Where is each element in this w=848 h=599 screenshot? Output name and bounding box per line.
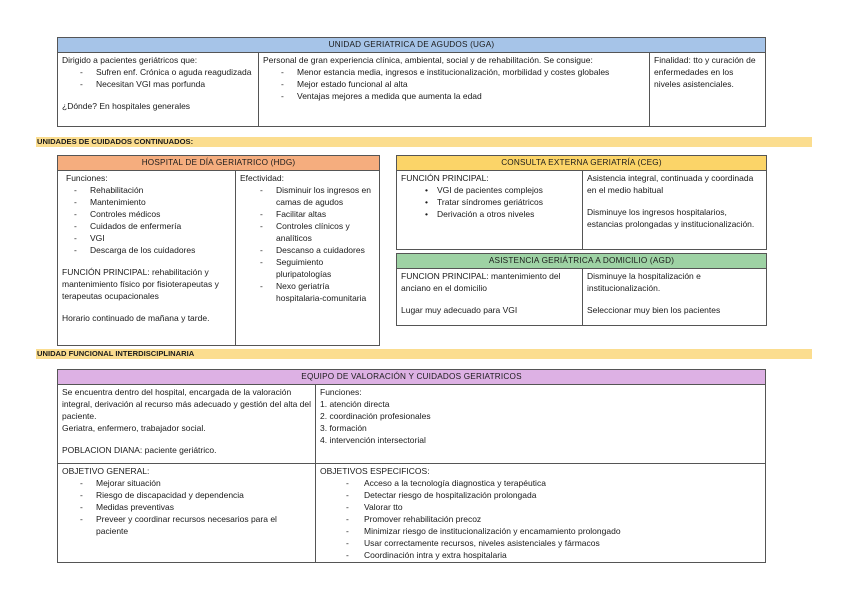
agd-left-2: Lugar muy adecuado para VGI — [401, 304, 518, 315]
ceg-right-2: Disminuye los ingresos hospitalarios, estancias prolongadas y institucionalización. — [587, 206, 755, 229]
ceg-title: CONSULTA EXTERNA GERIATRÍA (CEG) — [397, 156, 767, 171]
list-item: - Medidas preventivas — [62, 501, 311, 513]
list-item: - Descanso a cuidadores — [248, 244, 375, 256]
uga-table — [57, 37, 765, 127]
list-item: - Menor estancia media, ingresos e institucionalización, morbilidad y costes globales — [263, 66, 645, 78]
agd-benefits — [583, 268, 767, 325]
ceg-benefits — [583, 170, 767, 249]
evcg-table — [57, 369, 765, 563]
evcg-funciones-label: Funciones: — [320, 386, 362, 397]
uga-finalidad: Finalidad: tto y curación de enfermedades en los niveles asistenciales. — [650, 52, 766, 126]
list-item: • Tratar síndromes geriátricos — [401, 196, 578, 208]
list-item: - Valorar tto — [320, 501, 761, 513]
list-item: - Mantenimiento — [62, 196, 231, 208]
list-item: • VGI de pacientes complejos — [401, 184, 578, 196]
uga-intro: Dirigido a pacientes geriátricos que: — [62, 54, 198, 65]
list-item: - Mejorar situación — [62, 477, 311, 489]
agd-right-1: Disminuye la hospitalización e institucionalización. — [587, 270, 701, 293]
list-item: - Descarga de los cuidadores — [62, 244, 231, 256]
list-item: - Usar correctamente recursos, niveles asistenciales y fármacos — [320, 537, 761, 549]
uga-target-patients — [58, 52, 259, 126]
hdg-table — [57, 155, 379, 346]
evcg-title: EQUIPO DE VALORACIÓN Y CUIDADOS GERIATRICOS — [58, 370, 766, 385]
list-item: - Facilitar altas — [248, 208, 375, 220]
ceg-function — [397, 170, 583, 249]
list-item: - Cuidados de enfermería — [62, 220, 231, 232]
list-item: 4. intervención intersectorial — [320, 434, 426, 445]
evcg-team: Geriatra, enfermero, trabajador social. — [62, 422, 206, 433]
evcg-obj-especificos-label: OBJETIVOS ESPECIFICOS: — [320, 465, 430, 476]
section-heading-continuados: UNIDADES DE CUIDADOS CONTINUADOS: — [36, 137, 812, 147]
list-item: 3. formación — [320, 422, 367, 433]
list-item: - Seguimiento pluripatologías — [248, 256, 375, 280]
list-item: - VGI — [62, 232, 231, 244]
list-item: - Promover rehabilitación precoz — [320, 513, 761, 525]
agd-left-1: FUNCION PRINCIPAL: mantenimiento del anciano en el domicilio — [401, 270, 561, 293]
list-item: - Preveer y coordinar recursos necesarios para el paciente — [62, 513, 311, 537]
evcg-poblacion: POBLACION DIANA: paciente geriátrico. — [62, 444, 217, 455]
uga-where: ¿Dónde? En hospitales generales — [62, 100, 191, 111]
list-item: - Riesgo de discapacidad y dependencia — [62, 489, 311, 501]
list-item: - Detectar riesgo de hospitalización prolongada — [320, 489, 761, 501]
agd-title: ASISTENCIA GERIÁTRICA A DOMICILIO (AGD) — [397, 254, 767, 269]
list-item: - Sufren enf. Crónica o aguda reagudizada — [62, 66, 254, 78]
agd-function — [397, 268, 583, 325]
ceg-table — [396, 155, 766, 250]
evcg-obj-general-label: OBJETIVO GENERAL: — [62, 465, 150, 476]
evcg-functions — [316, 384, 766, 463]
list-item: - Coordinación intra y extra hospitalaria — [320, 549, 761, 561]
section-heading-interdisciplinaria: UNIDAD FUNCIONAL INTERDISCIPLINARIA — [36, 349, 812, 359]
hdg-funcion-principal: FUNCIÓN PRINCIPAL: rehabilitación y mantenimiento físico por fisioterapeutas y terapeutas ocupacionales — [62, 267, 219, 302]
list-item: 1. atención directa — [320, 398, 390, 409]
list-item: - Acceso a la tecnología diagnostica y terapéutica — [320, 477, 761, 489]
list-item: - Nexo geriatría hospitalaria-comunitaria — [248, 280, 375, 304]
list-item: - Ventajas mejores a medida que aumenta la edad — [263, 90, 645, 102]
list-item: • Derivación a otros niveles — [401, 208, 578, 220]
hdg-funciones-label: Funciones: — [66, 172, 108, 183]
evcg-desc: Se encuentra dentro del hospital, encargada de la valoración integral, derivación al recurso más adecuado y gestión del alta del paciente. — [62, 386, 312, 421]
ceg-funcion-label: FUNCIÓN PRINCIPAL: — [401, 172, 489, 183]
hdg-title: HOSPITAL DE DÍA GERIATRICO (HDG) — [58, 156, 380, 171]
evcg-objetivo-general — [58, 463, 316, 563]
list-item: - Necesitan VGI mas porfunda — [62, 78, 254, 90]
list-item: - Rehabilitación — [62, 184, 231, 196]
hdg-horario: Horario continuado de mañana y tarde. — [62, 313, 210, 324]
list-item: - Controles clínicos y analíticos — [248, 220, 375, 244]
uga-personal: Personal de gran experiencia clínica, ambiental, social y de rehabilitación. Se consigue: — [263, 54, 593, 65]
agd-right-2: Seleccionar muy bien los pacientes — [587, 304, 721, 315]
hdg-effectiveness — [236, 170, 380, 345]
list-item: - Minimizar riesgo de institucionalización y encamamiento prolongado — [320, 525, 761, 537]
uga-title: UNIDAD GERIATRICA DE AGUDOS (UGA) — [58, 38, 766, 53]
list-item: - Disminuir los ingresos en camas de agudos — [248, 184, 375, 208]
hdg-efectividad-label: Efectividad: — [240, 172, 284, 183]
evcg-objetivos-especificos — [316, 463, 766, 563]
ceg-right-1: Asistencia integral, continuada y coordinada en el medio habitual — [587, 172, 754, 195]
uga-outcomes — [259, 52, 650, 126]
list-item: 2. coordinación profesionales — [320, 410, 431, 421]
evcg-description — [58, 384, 316, 463]
hdg-functions — [58, 170, 236, 345]
list-item: - Controles médicos — [62, 208, 231, 220]
agd-table — [396, 253, 766, 326]
list-item: - Mejor estado funcional al alta — [263, 78, 645, 90]
